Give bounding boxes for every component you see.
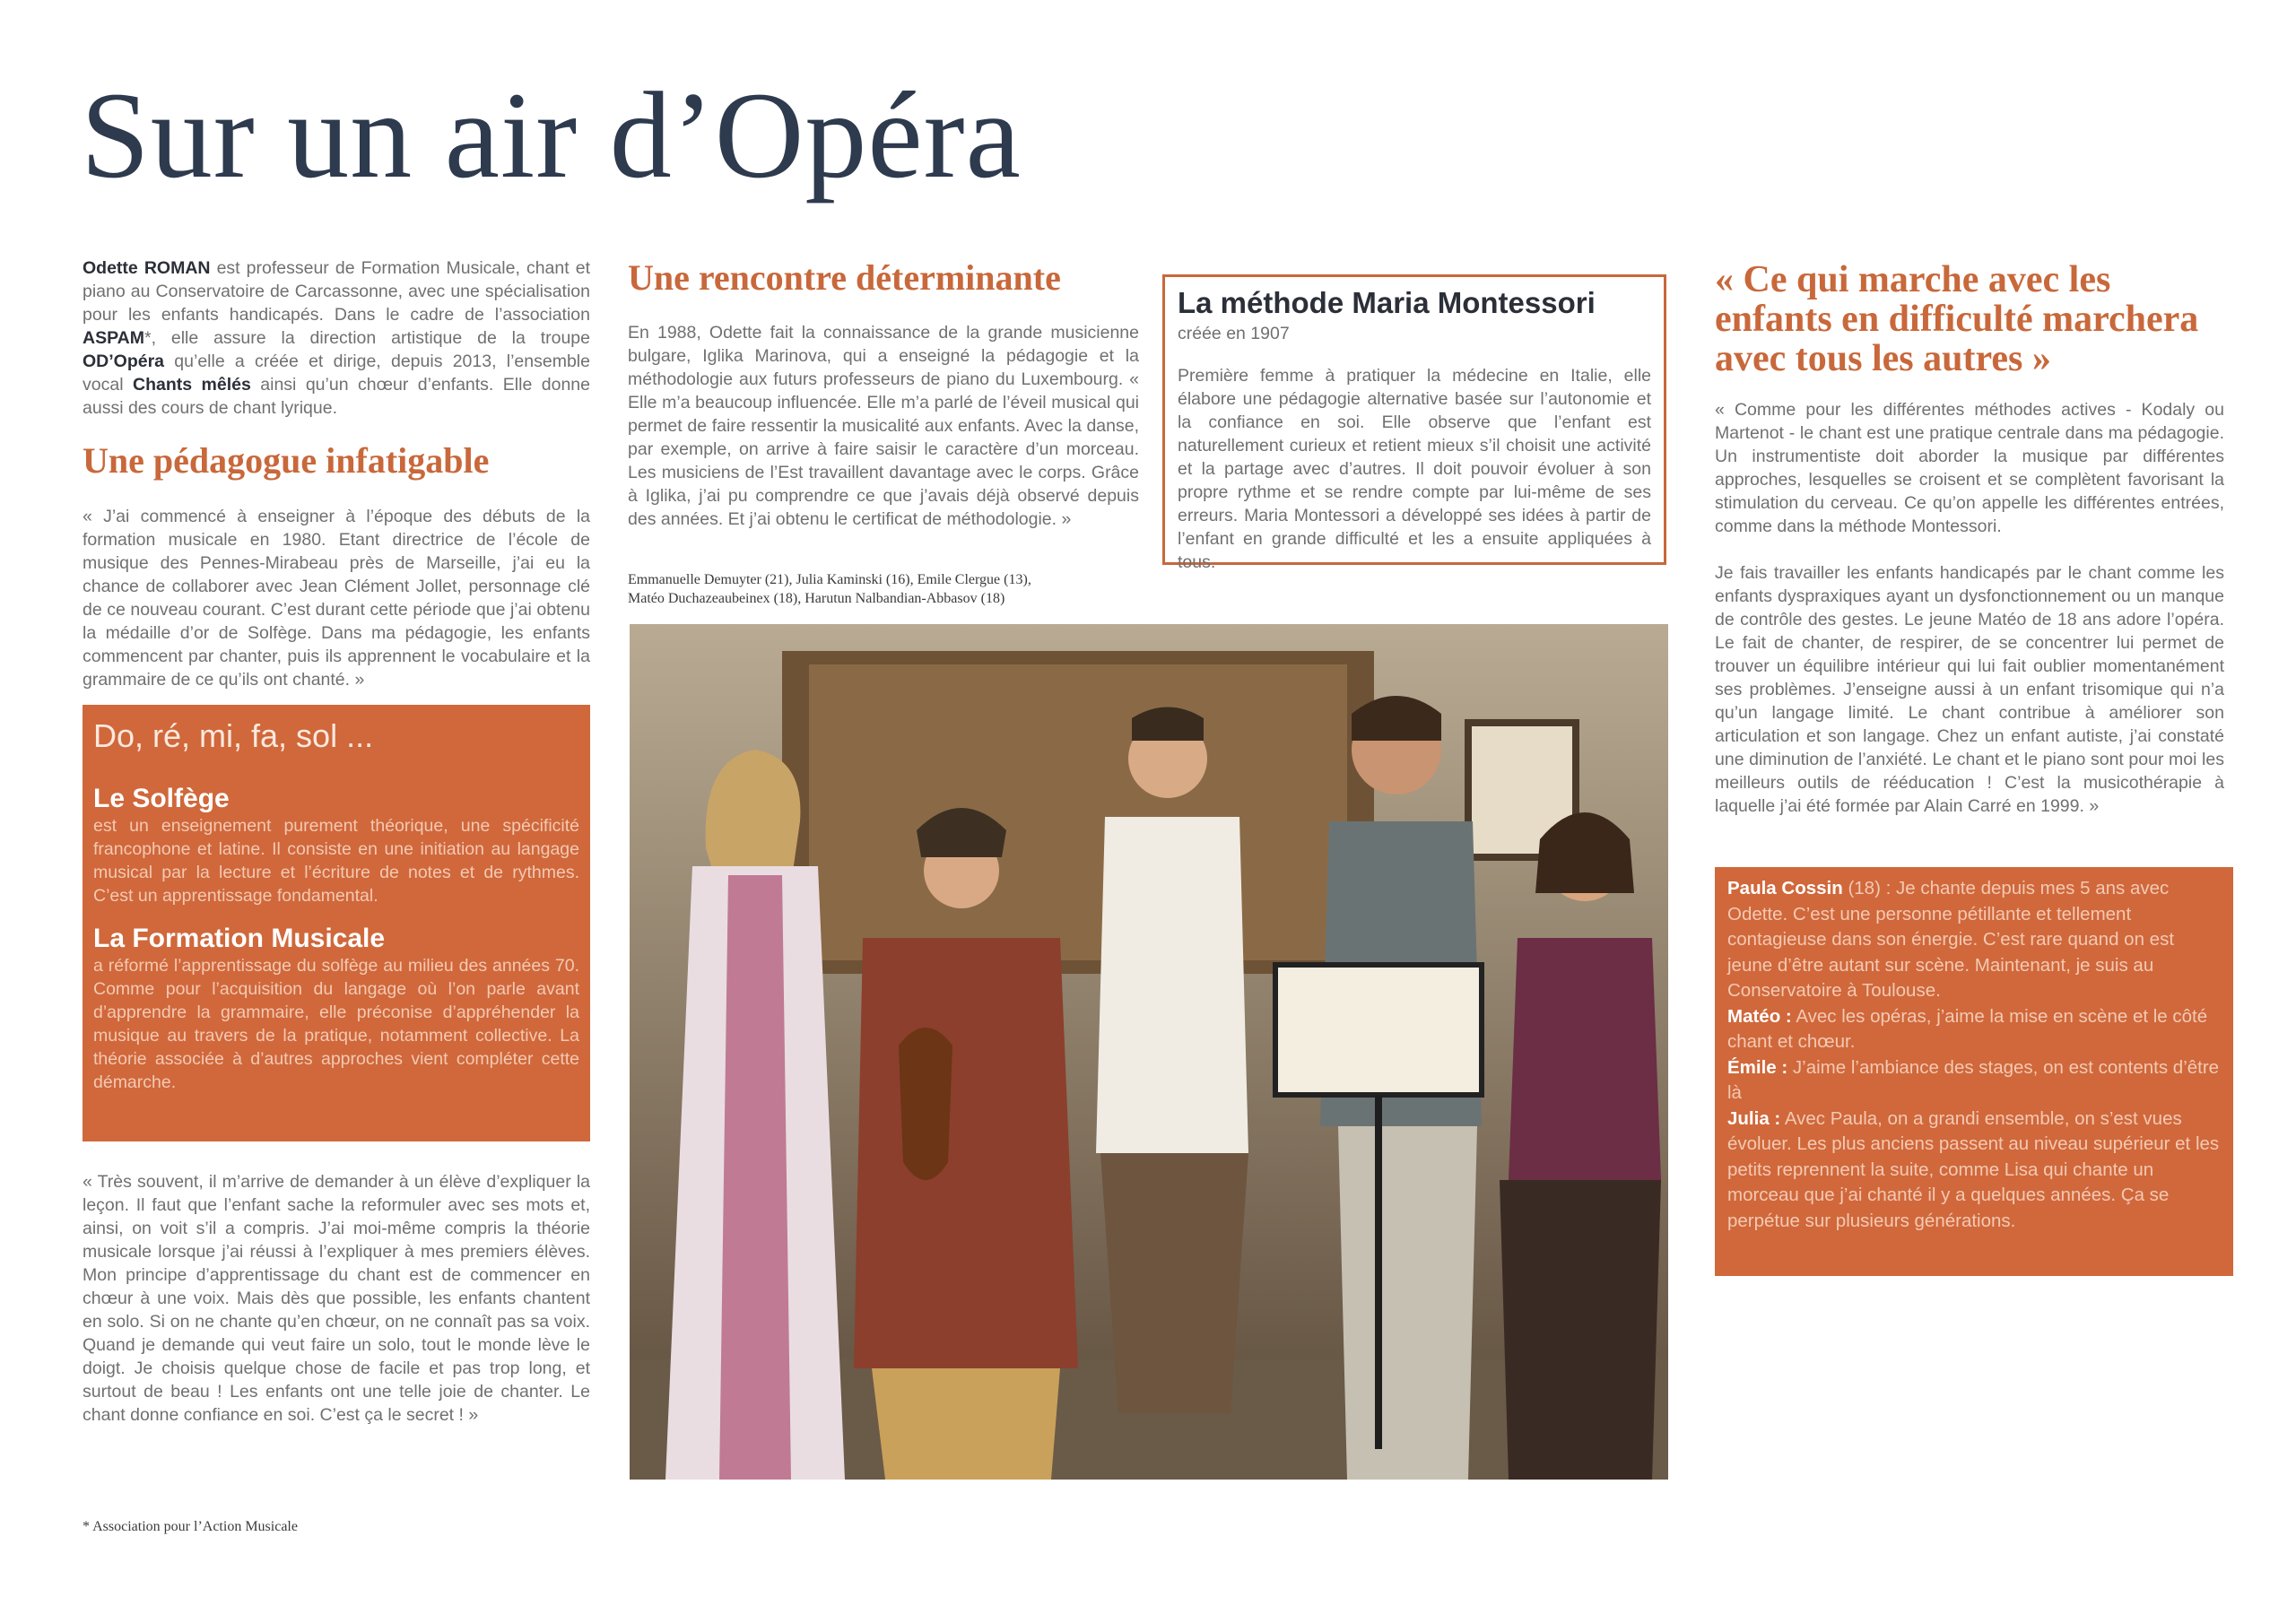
quote-secret: « Très souvent, il m’arrive de demander à un élève d’expliquer la leçon. Il faut que l’enfant sache la reformuler avec ses mots et, ainsi, on voit s’il a compris. J’ai moi-même compris la théorie musicale lorsque j’ai réussi à l’expliquer à mes premiers élèves. Mon principe d’apprentissage du chant est de commencer en chœur à une voix. Mais dès que possible, les enfants chantent en solo. Si on ne chante qu’en chœur, on ne connaît pas sa voix. Quand je demande qui veut faire un solo, tout le monde lève le doigt. Je choisis quelque chose de facile et pas trop long, et surtout de beau ! Les enfants ont une telle joie de chanter. Le chant donne confiance en soi. C’est ça le secret ! » — [83, 1172, 590, 1425]
solfege-box — [83, 705, 590, 1141]
col4-text-1: « Comme pour les différentes méthodes actives - Kodaly ou Martenot - le chant est une pratique centrale dans ma pédagogie. Un instrumentiste doit aborder la musique par différentes approches, lesquelles se croisent et se complètent favorisant la stimulation du cerveau. Ce qu’on appelle les différentes entrées, comme dans la méthode Montessori. — [1715, 400, 2224, 536]
heading-pedagogue: Une pédagogue infatigable — [83, 440, 490, 481]
heading-citation: « Ce qui marche avec les enfants en difficulté marchera avec tous les autres » — [1715, 259, 2199, 379]
testimonial-name-emile: Émile : — [1727, 1056, 1788, 1078]
quote-pedagogue: « J’ai commencé à enseigner à l’époque des débuts de la formation musicale en 1980. Etant directrice de l’école de musique des Pennes-Mirabeau près de Marseille, j’ai eu la chance de collaborer avec Jean Clément Jollet, personnage clé de ce nouveau courant. C’est durant cette période que j’ai obtenu la médaille d’or de Solfège. Dans ma pédagogie, les enfants commencent par chanter, puis ils apprennent le vocabulaire et la grammaire de ce qu’ils ont chanté. » — [83, 507, 590, 690]
solfege-subheading: Le Solfège — [93, 784, 230, 813]
intro-text-3: qu’elle a créée et dirige, depuis 2013, l’ensemble vocal — [83, 352, 590, 395]
montessori-title: La méthode Maria Montessori — [1178, 286, 1596, 319]
intro-text-2: *, elle assure la direction artistique de la troupe — [144, 328, 590, 348]
photo-caption-line-1: Emmanuelle Demuyter (21), Julia Kaminski (16), Emile Clergue (13), — [628, 572, 1031, 587]
testimonial-text-paula: (18) : Je chante depuis mes 5 ans avec Odette. C’est une personne pétillante et tellement contagieuse dans son énergie. C’est rare quand on est jeune d’être autant sur scène. Maintenant, je suis au Conservatoire à Toulouse. — [1727, 878, 2175, 1001]
intro-paragraph — [83, 256, 590, 420]
aspam-name: ASPAM — [83, 328, 144, 348]
testimonial-mateo — [1727, 1004, 2221, 1055]
montessori-subtitle: créée en 1907 — [1178, 324, 1290, 343]
rencontre-text: En 1988, Odette fait la connaissance de la grande musicienne bulgare, Iglika Marinova, qui a enseigné la pédagogie et la méthodologie aux futurs professeurs de piano du Luxembourg. « Elle m’a beaucoup influencée. Elle m’a parlé de l’éveil musical qui permet de faire ressentir la musicalité aux enfants. Avec la danse, par exemple, on arrive à faire saisir le caractère d’un morceau. Les musiciens de l’Est travaillent davantage avec le corps. Grâce à Iglika, j’ai pu comprendre ce que j’avais déjà observé depuis des années. Et j’ai obtenu le certificat de méthodologie. » — [628, 323, 1139, 529]
montessori-text: Première femme à pratiquer la médecine en Italie, elle élabore une pédagogie alternative basée sur l’autonomie et la confiance en soi. Elle observe que l’enfant est naturellement curieux et retient mieux s’il choisit une activité et la partage avec d’autres. Il doit pouvoir évoluer à son propre rythme et se rendre compte par lui-même de ses erreurs. Maria Montessori a développé ses idées à partir de l’enfant en grande difficulté et les a ensuite appliquées à tous. — [1178, 366, 1651, 572]
testimonial-text-julia: Avec Paula, on a grandi ensemble, on s’est vues évoluer. Les plus anciens passent au niveau supérieur et les petits reprennent la suite, comme Lisa qui chante un morceau que j’ai chanté il y a quelques années. Ça se perpétue sur plusieurs générations. — [1727, 1107, 2220, 1231]
testimonial-paula — [1727, 876, 2221, 1004]
heading-rencontre: Une rencontre déterminante — [628, 257, 1061, 298]
photo-caption-line-2: Matéo Duchazeaubeinex (18), Harutun Nalbandian-Abbasov (18) — [628, 591, 1005, 606]
solfege-text: est un enseignement purement théorique, une spécificité francophone et latine. Il consiste en une initiation au langage musical par la lecture et l’écriture de notes et de rythmes. C’est un apprentissage fondamental. — [93, 816, 579, 906]
intro-text-4: ainsi qu’un chœur d’enfants. Elle donne aussi des cours de chant lyrique. — [83, 375, 590, 418]
testimonial-name-paula: Paula Cossin — [1727, 878, 1843, 898]
testimonial-text-mateo: Avec les opéras, j’aime la mise en scène et le côté chant et chœur. — [1727, 1005, 2208, 1052]
group-photo — [630, 624, 1668, 1480]
testimonial-name-mateo: Matéo : — [1727, 1005, 1792, 1027]
formation-text: a réformé l’apprentissage du solfège au milieu des années 70. Comme pour l’acquisition du langage où l’on parle avant d’apprendre la grammaire, elle préconise d’appréhender la musique au travers de la pratique, notamment collective. La théorie associée à d’autres approches vient compléter cette démarche. — [93, 956, 579, 1092]
chants-meles-name: Chants mêlés — [132, 375, 251, 395]
odopera-name: OD’Opéra — [83, 352, 165, 371]
testimonial-name-julia: Julia : — [1727, 1107, 1781, 1129]
intro-text-1: est professeur de Formation Musicale, chant et piano au Conservatoire de Carcassonne, avec une spécialisation pour les enfants handicapés. Dans le cadre de l’association — [83, 258, 590, 325]
montessori-box — [1162, 274, 1666, 572]
testimonial-emile — [1727, 1055, 2221, 1107]
page-title: Sur un air d’Opéra — [81, 66, 1022, 204]
group-photo-illustration — [630, 624, 1668, 1480]
footnote: * Association pour l’Action Musicale — [83, 1519, 298, 1534]
solfege-box-heading: Do, ré, mi, fa, sol ... — [93, 717, 374, 754]
testimonial-text-emile: J’aime l’ambiance des stages, on est contents d’être là — [1727, 1056, 2220, 1103]
formation-subheading: La Formation Musicale — [93, 924, 386, 953]
intro-name: Odette ROMAN — [83, 258, 211, 278]
testimonial-julia — [1727, 1107, 2221, 1235]
col4-text-2: Je fais travailler les enfants handicapés par le chant comme les enfants dyspraxiques ayant un dysfonctionnement ou un manque de contrôle des gestes. Le jeune Matéo de 18 ans adore l’opéra. Le fait de chanter, de respirer, de se concentrer lui permet de trouver un équilibre intérieur qui lui fait oublier momentanément ses problèmes. J’enseigne aussi à un enfant trisomique qui n’a qu’un langage limité. Le chant contribue à améliorer son articulation et son langage. Chez un enfant autiste, j’ai constaté une diminution de l’anxiété. Le chant et le piano sont pour moi les meilleurs outils de rééducation ! C’est la musicothérapie à laquelle j’ai été formée par Alain Carré en 1999. » — [1715, 563, 2224, 816]
testimonials-box — [1715, 867, 2233, 1276]
photo-caption — [628, 570, 1184, 608]
